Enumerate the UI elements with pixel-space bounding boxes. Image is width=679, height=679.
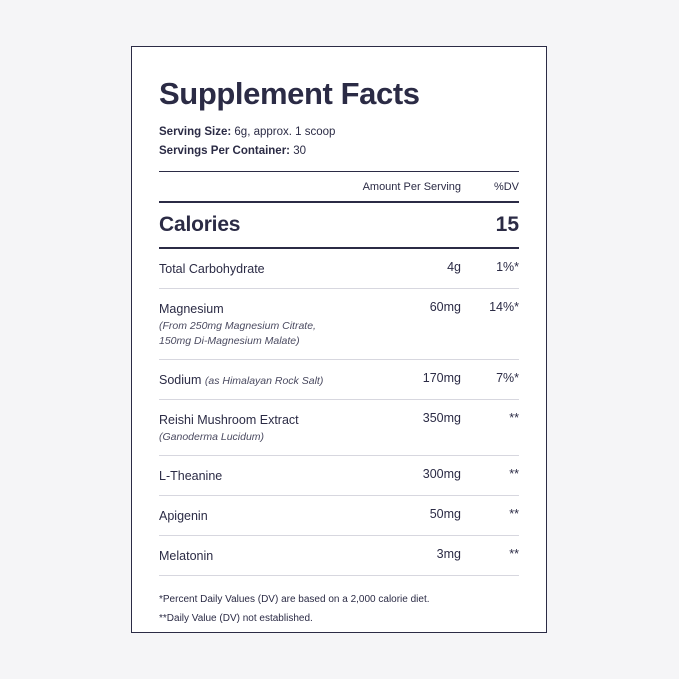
nutrient-amount: 170mg xyxy=(422,370,461,385)
servings-per-container-value: 30 xyxy=(290,145,307,158)
column-header-daily-value: %DV xyxy=(493,181,519,194)
nutrient-daily-value: ** xyxy=(509,410,519,425)
table-row xyxy=(159,496,519,535)
nutrient-name-text: Total Carbohydrate xyxy=(159,262,265,277)
nutrient-name-text: L-Theanine xyxy=(159,468,223,483)
nutrient-amount: 300mg xyxy=(422,466,461,481)
table-row xyxy=(159,456,519,495)
nutrient-name-text: Reishi Mushroom Extract xyxy=(159,412,299,427)
table-row xyxy=(159,400,519,455)
nutrient-source-note: (Ganoderma Lucidum) xyxy=(159,431,265,443)
calories-row xyxy=(159,203,519,247)
nutrient-daily-value: ** xyxy=(509,546,519,561)
nutrient-amount: 350mg xyxy=(422,410,461,425)
nutrient-name-text: Apigenin xyxy=(159,508,208,523)
nutrient-name xyxy=(159,300,349,349)
table-row xyxy=(159,289,519,359)
table-row xyxy=(159,360,519,399)
nutrient-name xyxy=(159,467,349,485)
nutrient-name-text: Magnesium xyxy=(159,302,224,317)
nutrient-daily-value: ** xyxy=(509,506,519,521)
nutrient-amount: 3mg xyxy=(436,546,461,561)
serving-size-line xyxy=(159,123,519,142)
nutrient-name xyxy=(159,507,349,525)
nutrient-name-text: Melatonin xyxy=(159,548,214,563)
nutrient-amount: 60mg xyxy=(429,300,461,315)
nutrient-amount: 4g xyxy=(447,260,461,275)
serving-size-label: Serving Size: xyxy=(159,126,232,139)
nutrient-name xyxy=(159,260,349,278)
nutrient-source-note: (From 250mg Magnesium Citrate, 150mg Di-Magnesium Malate) xyxy=(159,320,316,347)
nutrient-name-text: Sodium xyxy=(159,372,205,387)
page-title: Supplement Facts xyxy=(159,76,420,111)
nutrient-daily-value: 7%* xyxy=(496,370,519,385)
footnotes xyxy=(159,576,519,628)
supplement-facts-panel xyxy=(131,46,547,633)
column-headers xyxy=(159,172,519,201)
servings-per-container-line xyxy=(159,142,519,161)
table-row xyxy=(159,249,519,288)
table-row xyxy=(159,536,519,575)
calories-value: 15 xyxy=(495,213,519,237)
nutrient-amount: 50mg xyxy=(429,506,461,521)
nutrient-source-note: (as Himalayan Rock Salt) xyxy=(204,374,324,387)
serving-size-value: 6g, approx. 1 scoop xyxy=(231,126,336,139)
nutrient-name xyxy=(159,371,349,389)
nutrient-name xyxy=(159,547,349,565)
footnote-daily-value-basis: *Percent Daily Values (DV) are based on a 2,000 calorie diet. xyxy=(159,594,430,606)
nutrient-name xyxy=(159,411,349,445)
nutrient-daily-value: 1%* xyxy=(496,260,519,275)
calories-label: Calories xyxy=(159,213,241,237)
nutrient-daily-value: ** xyxy=(509,466,519,481)
column-header-amount: Amount Per Serving xyxy=(362,181,461,194)
servings-per-container-label: Servings Per Container: xyxy=(159,145,291,158)
nutrient-daily-value: 14%* xyxy=(489,300,519,315)
footnote-daily-value-not-established: **Daily Value (DV) not established. xyxy=(159,613,313,625)
